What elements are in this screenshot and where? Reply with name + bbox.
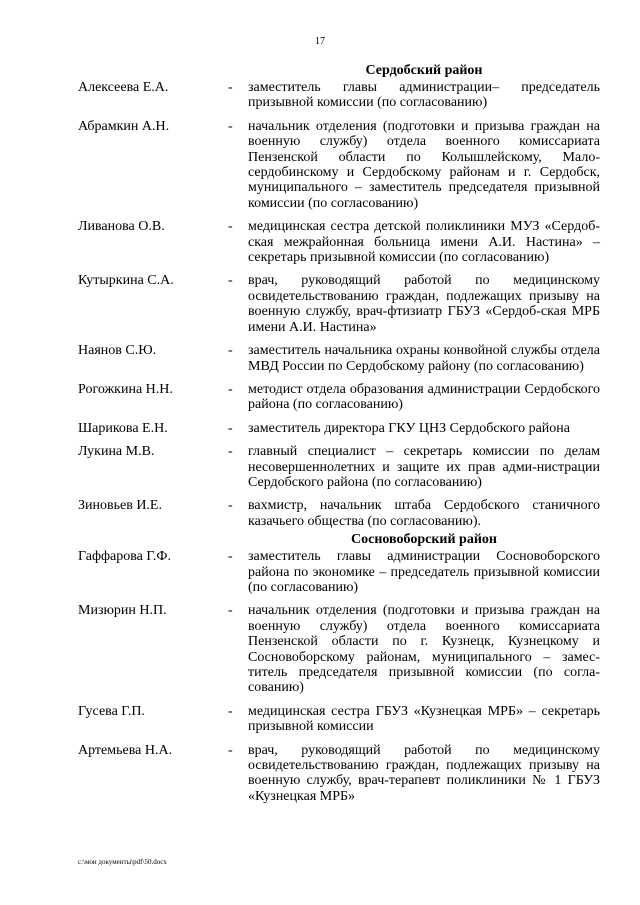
member-position: заместитель директора ГКУ ЦНЗ Сердобского района	[248, 420, 570, 436]
member-position: заместитель главы администрации– председатель призывной комиссии (по согласованию)	[248, 80, 600, 111]
dash-separator: -	[228, 603, 233, 619]
member-row	[0, 273, 640, 335]
member-row	[0, 421, 640, 436]
dash-separator: -	[228, 444, 233, 460]
member-name: Наянов С.Ю.	[78, 343, 157, 359]
member-name: Артемьева Н.А.	[78, 742, 173, 758]
dash-separator: -	[228, 80, 233, 95]
member-row	[0, 219, 640, 265]
page-number: 17	[315, 36, 325, 47]
member-position: главный специалист – секретарь комиссии по делам несовершеннолетних и защите их прав адми-нистрации Сердобского района (по согласованию)	[248, 444, 600, 490]
member-position: заместитель главы администрации Сосновоборского района по экономике – председатель призывной комиссии (по согласованию)	[248, 549, 600, 595]
member-position: медицинская сестра детской поликлиники МУЗ «Сердоб-ская межрайонная больница имени А.И. Настина» – секретарь призывной комиссии (по согласованию)	[248, 219, 600, 266]
section-heading: Сердобский район	[365, 63, 483, 78]
member-row	[0, 382, 640, 413]
member-name: Ливанова О.В.	[78, 219, 165, 235]
member-row	[0, 119, 640, 211]
dash-separator: -	[228, 343, 233, 359]
dash-separator: -	[228, 420, 233, 436]
member-name: Гусева Г.П.	[78, 703, 145, 719]
file-path-footer: c:\мои документы\pdf\50.docx	[78, 858, 167, 866]
dash-separator: -	[228, 549, 233, 565]
member-position: начальник отделения (подготовки и призыва граждан на военную службу) отдела военного комиссариата Пензенской области по г. Кузнецк, Кузнецкому и Сосновоборскому районам, муниципального – замес-титель председателя призывной комиссии (по согла-сованию)	[248, 603, 600, 696]
member-name: Рогожкина Н.Н.	[78, 381, 173, 397]
member-row	[0, 343, 640, 374]
member-name: Шарикова Е.Н.	[78, 420, 168, 436]
dash-separator: -	[228, 273, 233, 289]
member-row	[0, 444, 640, 490]
section-heading: Сосновоборский район	[351, 532, 497, 548]
member-row	[0, 704, 640, 735]
member-name: Лукина М.В.	[78, 444, 155, 460]
member-position: вахмистр, начальник штаба Сердобского станичного казачьего общества (по согласованию).	[248, 498, 600, 529]
member-row	[0, 498, 640, 529]
member-position: начальник отделения (подготовки и призыва граждан на военную службу) отдела военного комиссариата Пензенской области по Колышлейскому, Мало-сердобинскому и Сердобскому районам и г. Сердобск, муниципального – заместитель председателя призывной комиссии (по согласованию)	[248, 118, 600, 211]
dash-separator: -	[228, 381, 233, 397]
member-row	[0, 549, 640, 595]
member-name: Мизюрин Н.П.	[78, 603, 167, 619]
member-name: Зиновьев И.Е.	[78, 498, 162, 514]
member-name: Гаффарова Г.Ф.	[78, 549, 171, 565]
member-position: врач, руководящий работой по медицинскому освидетельствованию граждан, подлежащих призыву на военную службу, врач-фтизиатр ГБУЗ «Сердоб-ская МРБ имени А.И. Настина»	[248, 273, 600, 335]
dash-separator: -	[228, 219, 233, 235]
member-row	[0, 80, 640, 111]
member-name: Кутыркина С.А.	[78, 273, 174, 289]
member-position: заместитель начальника охраны конвойной службы отдела МВД России по Сердобскому району (по согласованию)	[248, 343, 600, 374]
member-name: Абрамкин А.Н.	[78, 118, 170, 134]
dash-separator: -	[228, 498, 233, 514]
dash-separator: -	[228, 703, 233, 719]
dash-separator: -	[228, 118, 233, 134]
member-position: врач, руководящий работой по медицинскому освидетельствованию граждан, подлежащих призыву на военную службу, врач-терапевт поликлиники № 1 ГБУЗ «Кузнецкая МРБ»	[248, 742, 600, 804]
member-position: медицинская сестра ГБУЗ «Кузнецкая МРБ» – секретарь призывной комиссии	[248, 703, 600, 735]
dash-separator: -	[228, 742, 233, 758]
member-position: методист отдела образования администрации Сердобского района (по согласованию)	[248, 381, 600, 413]
member-row	[0, 603, 640, 695]
commission-list	[0, 62, 640, 812]
member-name: Алексеева Е.А.	[78, 80, 169, 95]
member-row	[0, 743, 640, 805]
